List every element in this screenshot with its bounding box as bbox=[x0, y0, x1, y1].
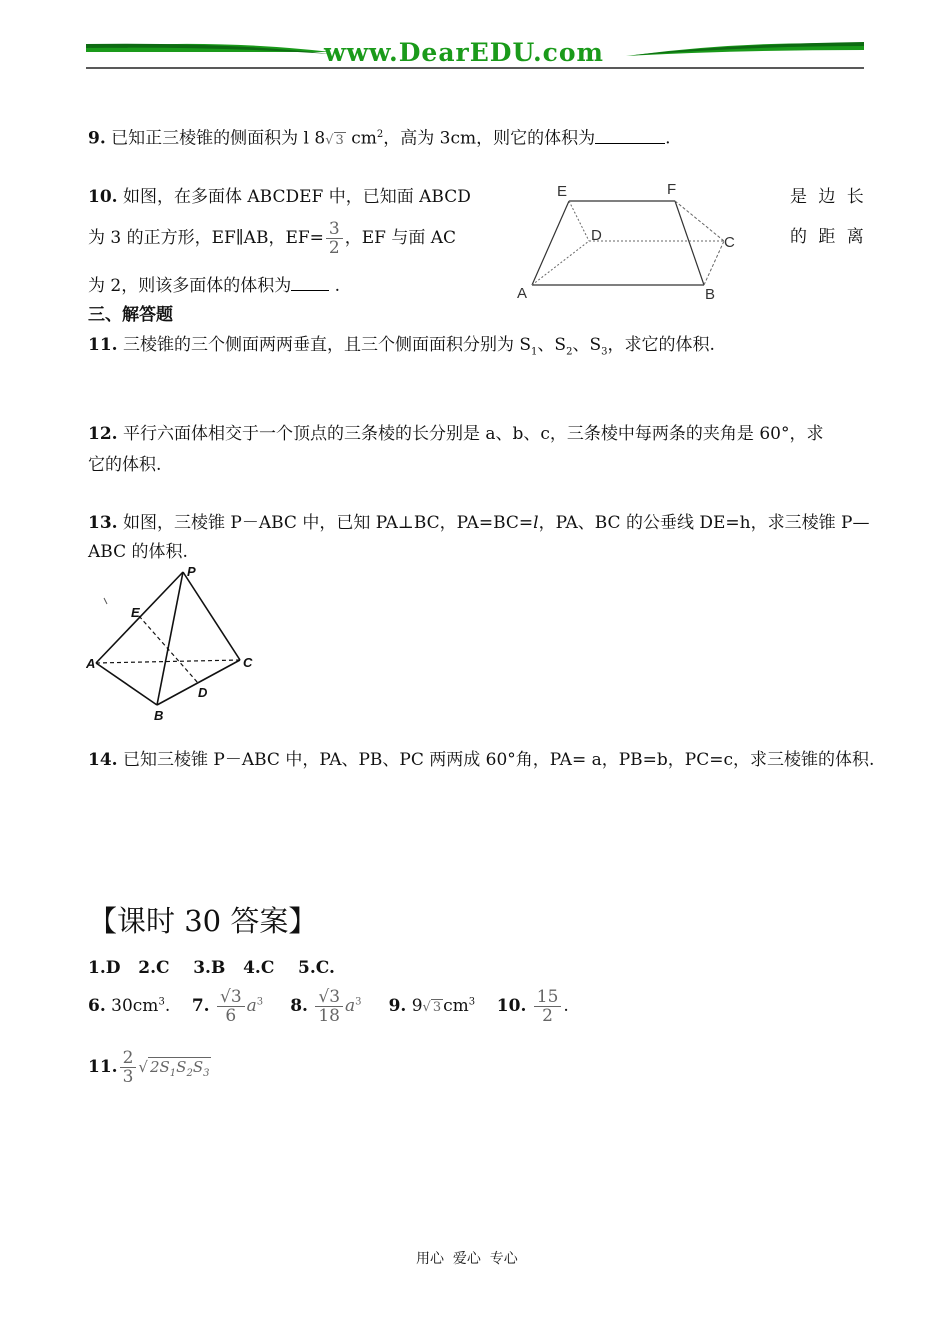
polyhedron-figure bbox=[512, 176, 742, 302]
fraction: $\frac{15}{2}$ bbox=[534, 988, 562, 1025]
stray-mark bbox=[104, 598, 107, 604]
answers-row3: 11. $\frac{2}{3}$ √ $2S_1S_2S_3$ bbox=[88, 1048, 210, 1087]
question-10-line1-right: 是 边 长 bbox=[790, 187, 867, 207]
fraction: $\frac{√3}{6}$ bbox=[217, 988, 245, 1025]
label-E: E bbox=[131, 605, 140, 620]
edge-PC bbox=[183, 572, 240, 660]
edge-BF bbox=[675, 201, 704, 285]
footer-text: 用心 爱心 专心 bbox=[416, 1251, 518, 1267]
answer-blank bbox=[595, 127, 665, 144]
label-D: D bbox=[198, 685, 208, 700]
question-text: 已知正三棱锥的侧面积为 l 8 bbox=[111, 128, 326, 149]
question-12-line2: 它的体积. bbox=[88, 455, 162, 475]
edge-BC bbox=[704, 241, 724, 285]
question-14: 14. 已知三棱锥 P－ABC 中，PA、PB、PC 两两成 60°角，PA= a，PB=b，PC=c，求三棱锥的体积. bbox=[88, 750, 875, 770]
label-F: F bbox=[667, 181, 677, 198]
label-C: C bbox=[243, 655, 253, 670]
label-C: C bbox=[724, 234, 735, 251]
edge-AC bbox=[96, 660, 240, 663]
label-B: B bbox=[154, 708, 164, 723]
edge-AB bbox=[96, 663, 157, 705]
answer-blank bbox=[291, 274, 329, 291]
label-E: E bbox=[557, 183, 568, 200]
label-P: P bbox=[187, 564, 196, 579]
question-number: 9. bbox=[88, 128, 106, 149]
fraction: $\frac{2}{3}$ bbox=[120, 1049, 137, 1086]
sqrt-symbol: √ 3 bbox=[422, 1000, 442, 1015]
segment-DE bbox=[139, 616, 198, 683]
question-13-line1: 13. 如图，三棱锥 P－ABC 中，已知 PA⊥BC，PA=BC=l，PA、BC 的公垂线 DE=h，求三棱锥 P— bbox=[88, 513, 870, 533]
answers-row2: 6. $30cm^3$. 7. $\frac{√3}{6}$ $a^3$ 8. $\frac{√3}{18}$ $a^3$ 9. 9√ 3 $cm^3$ 10. $\frac{15}{2}$ . bbox=[88, 987, 569, 1026]
question-12-line1: 12. 平行六面体相交于一个顶点的三条棱的长分别是 a、b、c，三条棱中每两条的夹角是 60°，求 bbox=[88, 424, 824, 444]
question-10-line1: 10. 如图，在多面体 ABCDEF 中，已知面 ABCD bbox=[88, 187, 471, 207]
question-10-line2-right: 的 距 离 bbox=[790, 227, 867, 247]
fraction: $\frac{√3}{18}$ bbox=[315, 988, 343, 1025]
question-11: 11. 三棱锥的三个侧面两两垂直，且三个侧面面积分别为 $S_1$、$S_2$、$S_3$，求它的体积. bbox=[88, 335, 715, 358]
sqrt-expression: √ $2S_1S_2S_3$ bbox=[138, 1058, 210, 1079]
question-9: 9. 已知正三棱锥的侧面积为 l 8√ 3 $cm^2$，高为 3cm，则它的体积为 . bbox=[88, 124, 671, 152]
label-B: B bbox=[705, 286, 716, 302]
site-logo-text: www.DearEDU.com bbox=[324, 38, 605, 67]
label-A: A bbox=[86, 656, 96, 671]
edge-AD bbox=[532, 241, 589, 285]
question-13-line2: ABC 的体积. bbox=[88, 542, 188, 562]
edge-PB bbox=[157, 572, 183, 705]
edge-ED bbox=[569, 201, 589, 241]
section-heading: 三、解答题 bbox=[88, 305, 173, 325]
answers-title: 【课时 30 答案】 bbox=[88, 904, 318, 938]
edge-AE bbox=[532, 201, 569, 285]
answers-row1: 1.D 2.C 3.B 4.C 5.C. bbox=[88, 958, 335, 978]
tetrahedron-figure bbox=[86, 562, 266, 726]
sqrt-symbol: √ 3 bbox=[325, 132, 344, 148]
question-10-line2: 为 3 的正方形，EF∥AB，EF= $\frac{3}{2}$ ，EF 与面 AC bbox=[88, 219, 457, 258]
question-10-line3: 为 2，则该多面体的体积为 . bbox=[88, 276, 341, 296]
label-A: A bbox=[517, 285, 528, 302]
fraction: $\frac{3}{2}$ bbox=[326, 220, 343, 257]
label-D: D bbox=[591, 227, 602, 244]
